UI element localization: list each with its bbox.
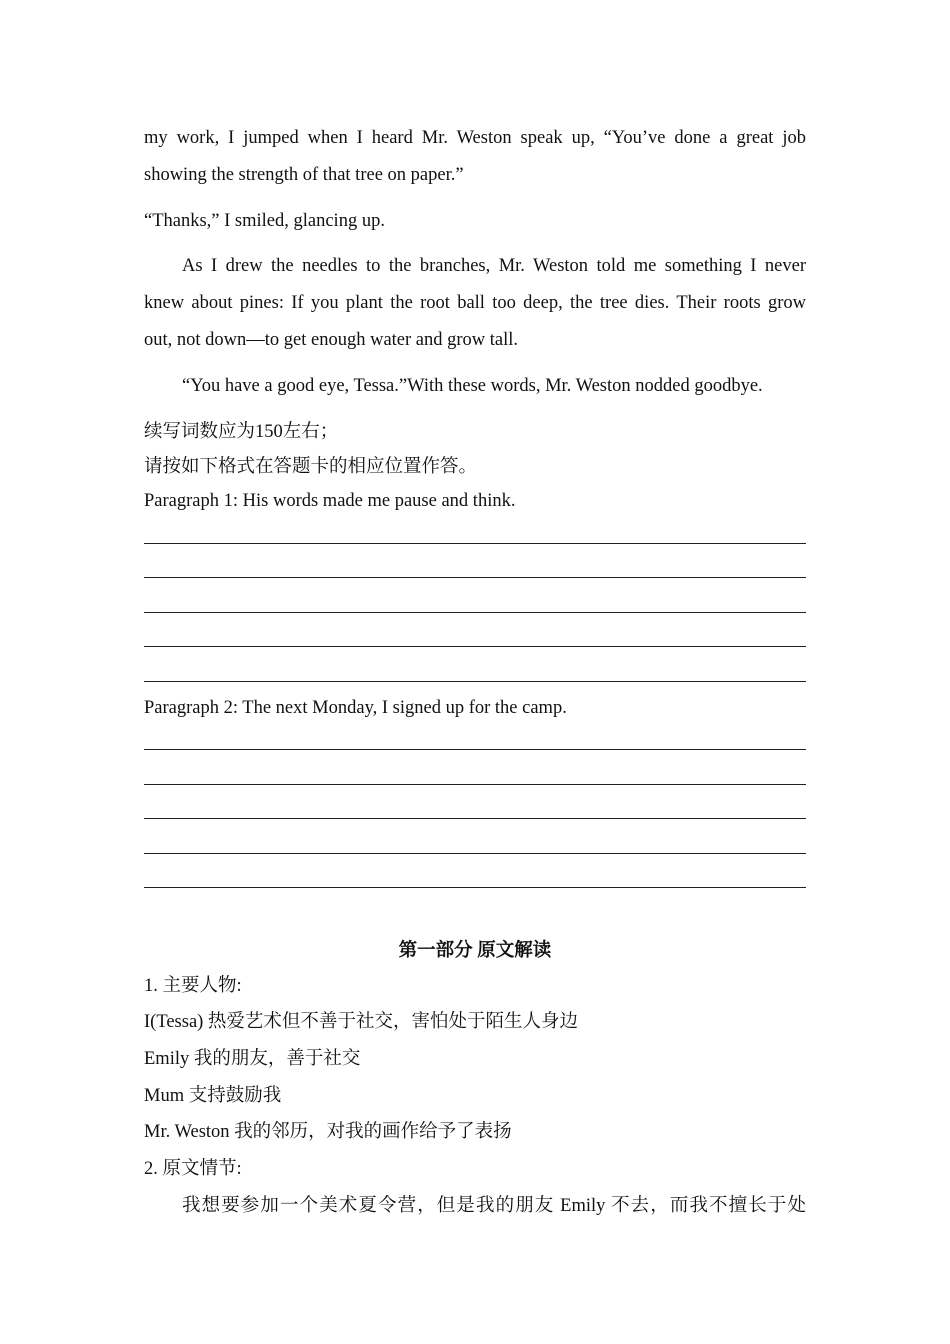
character-item: Mum 支持鼓励我 (144, 1086, 282, 1106)
paragraph-1-prompt: Paragraph 1: His words made me pause and think. (144, 491, 516, 511)
section-heading: 第一部分 原文解读 (398, 941, 552, 961)
instruction-word-count: 续写词数应为150左右； (144, 422, 339, 442)
character-item: Mr. Weston 我的邻历，对我的画作给予了表扬 (144, 1122, 512, 1142)
passage-paragraph-3-line-1: As I drew the needles to the branches, Mr. Weston told me something I never (182, 256, 806, 276)
paragraph-1-answer-line[interactable] (144, 612, 806, 613)
passage-paragraph-1-line-1: my work, I jumped when I heard Mr. Weston speak up, “You’ve done a great job (144, 128, 806, 148)
passage-paragraph-1-line-2: showing the strength of that tree on paper.” (144, 165, 464, 185)
paragraph-1-answer-line[interactable] (144, 681, 806, 682)
character-item: I(Tessa) 热爱艺术但不善于社交，害怕处于陌生人身边 (144, 1012, 578, 1032)
characters-title: 1. 主要人物: (144, 976, 242, 996)
passage-paragraph-3-line-2: knew about pines: If you plant the root ball too deep, the tree dies. Their roots grow (144, 293, 806, 313)
paragraph-2-answer-line[interactable] (144, 853, 806, 854)
passage-paragraph-4: “You have a good eye, Tessa.”With these words, Mr. Weston nodded goodbye. (182, 376, 763, 396)
plot-paragraph-line-1: 我想要参加一个美术夏令营，但是我的朋友 Emily 不去，而我不擅长于处 (182, 1196, 806, 1216)
paragraph-2-answer-line[interactable] (144, 784, 806, 785)
paragraph-1-answer-line[interactable] (144, 646, 806, 647)
paragraph-2-prompt: Paragraph 2: The next Monday, I signed up for the camp. (144, 698, 567, 718)
passage-paragraph-2: “Thanks,” I smiled, glancing up. (144, 211, 385, 231)
passage-paragraph-3-line-3: out, not down—to get enough water and grow tall. (144, 330, 519, 350)
paragraph-2-answer-line[interactable] (144, 818, 806, 819)
instruction-format: 请按如下格式在答题卡的相应位置作答。 (144, 457, 478, 477)
plot-title: 2. 原文情节: (144, 1159, 242, 1179)
character-item: Emily 我的朋友，善于社交 (144, 1049, 361, 1069)
paragraph-1-answer-line[interactable] (144, 577, 806, 578)
paragraph-2-answer-line[interactable] (144, 887, 806, 888)
paragraph-1-answer-line[interactable] (144, 543, 806, 544)
paragraph-2-answer-line[interactable] (144, 749, 806, 750)
